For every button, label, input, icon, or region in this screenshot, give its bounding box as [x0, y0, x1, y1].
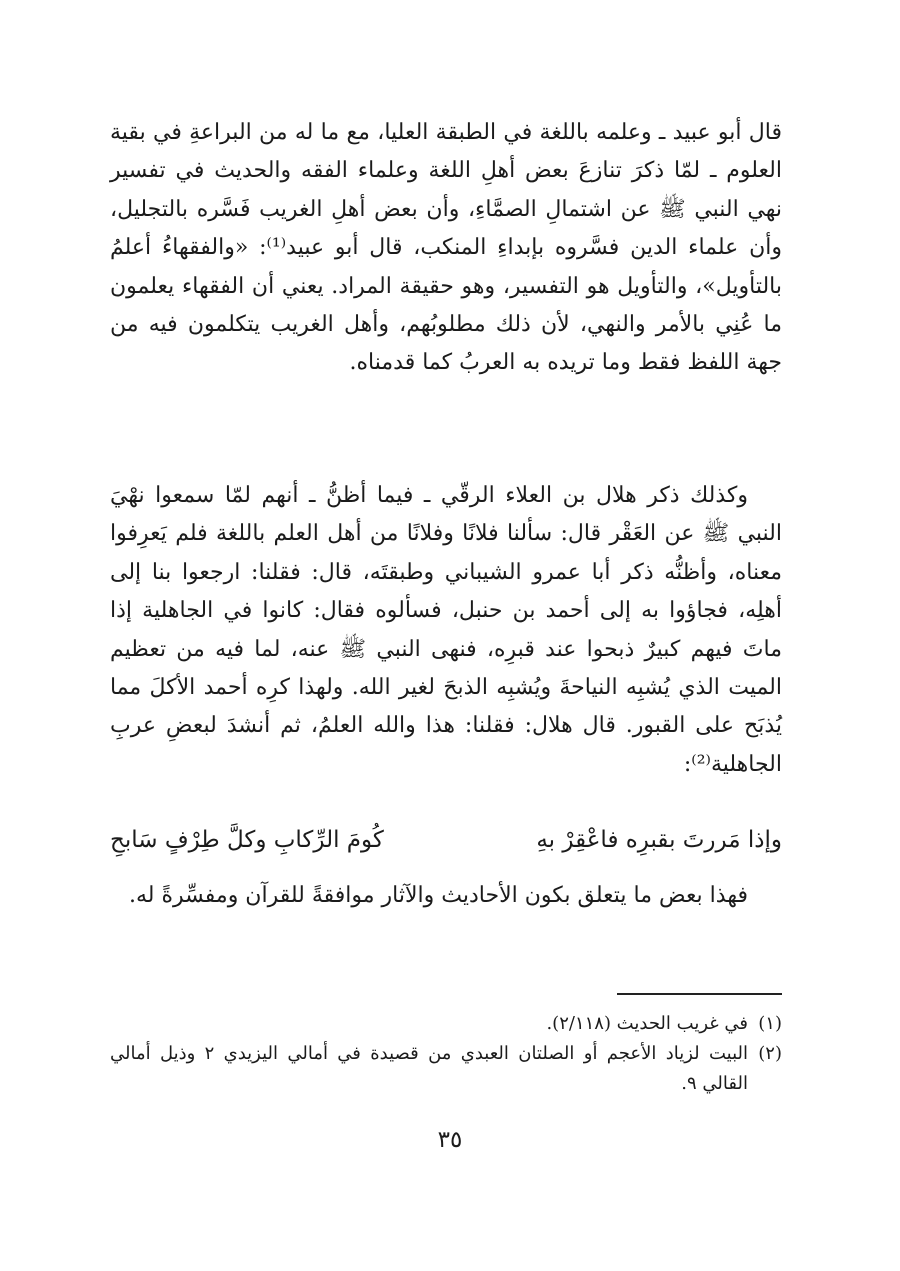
paragraph-summary — [110, 877, 782, 915]
footnote-number: (١) — [758, 1013, 782, 1034]
footnote-item — [110, 1039, 782, 1099]
verse-second-hemistich: كُومَ الرِّكابِ وكلَّ طِرْفٍ سَابحِ — [110, 827, 384, 853]
page-number: ٣٥ — [437, 1127, 463, 1153]
verse-first-hemistich: وإذا مَررتَ بقبرِه فاعْقِرْ بهِ — [536, 827, 782, 853]
paragraph-text: قال أبو عبيد ـ وعلمه باللغة في الطبقة العليا، مع ما له من البراعةِ في بقية العلوم ـ لمّا ذكرَ تنازعَ بعض أهلِ اللغة وعلماء الفقه والحديث في تفسير نهي النبي ﷺ عن اشتمالِ الصمَّاءِ، وأن بعض أهلِ الغريب فَسَّره بالتجليل، وأن علماء الدين فسَّروه بإبداءِ المنكب، قال أبو عبيد⁽¹⁾: «والفقهاءُ أعلمُ بالتأويل»، والتأويل هو التفسير، وهو حقيقة المراد. يعني أن الفقهاء يعلمون ما عُنِي بالأمر والنهي، لأن ذلك مطلوبُهم، وأهل الغريب يتكلمون فيه من جهة اللفظ فقط وما تريده به العربُ كما قدمناه. — [110, 120, 782, 376]
footnotes — [110, 1009, 782, 1099]
footnote-number: (٢) — [758, 1043, 782, 1064]
footnote-text: البيت لزياد الأعجم أو الصلتان العبدي من قصيدة في أمالي اليزيدي ٢ وذيل أمالي القالي ٩. — [110, 1043, 748, 1094]
poetry-verse — [110, 818, 782, 862]
paragraph-text: وكذلك ذكر هلال بن العلاء الرقّي ـ فيما أظنُّ ـ أنهم لمّا سمعوا نهْيَ النبي ﷺ عن العَقْر قال: سألنا فلانًا وفلانًا من أهل العلم باللغة فلم يَعرِفوا معناه، وأظنُّه ذكر أبا عمرو الشيباني وطبقتَه، قال: فقلنا: ارجعوا بنا إلى أهلِه، فجاؤوا به إلى أحمد بن حنبل، فسألوه فقال: كانوا في الجاهلية إذا ماتَ فيهم كبيرٌ ذبحوا عند قبرِه، فنهى النبي ﷺ عنه، لما فيه من تعظيم الميت الذي يُشبِه النياحةَ ويُشبِه الذبحَ لغير الله. ولهذا كرِه أحمد الأكلَ مما يُذبَح على القبور. قال هلال: فقلنا: هذا والله العلمُ، ثم أنشدَ لبعضِ عربِ الجاهلية⁽²⁾: — [110, 483, 782, 777]
paragraph-abu-ubaid — [110, 114, 782, 383]
paragraph-hilal — [110, 477, 782, 784]
paragraph-text: فهذا بعض ما يتعلق بكون الأحاديث والآثار موافقةً للقرآن ومفسِّرةً له. — [129, 883, 748, 908]
footnote-item — [110, 1009, 782, 1039]
footnote-text: في غريب الحديث (٢/١١٨). — [546, 1013, 748, 1034]
footnote-separator — [617, 993, 782, 995]
